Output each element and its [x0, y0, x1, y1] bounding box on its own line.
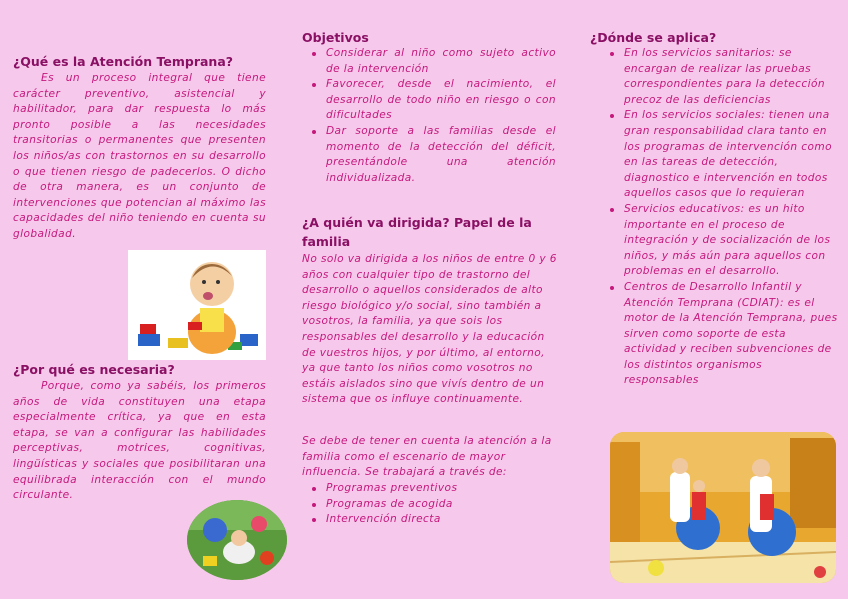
- section-title-a-quien: ¿A quién va dirigida? Papel de la familia: [302, 215, 532, 249]
- section-title-donde: ¿Dónde se aplica?: [590, 30, 717, 45]
- section-title-por-que: ¿Por qué es necesaria?: [13, 362, 175, 377]
- list-item: Favorecer, desde el nacimiento, el desarrollo de todo niño en riesgo o con dificultades: [302, 77, 556, 124]
- list-item: En los servicios sanitarios: se encargan de realizar las pruebas correspondientes para la detección precoz de las deficiencias: [600, 46, 840, 108]
- list-item: En los servicios sociales: tienen una gran responsabilidad clara tanto en los programas de intervención como en las tareas de detección, diagnostico e intervención en todos aquellos casos que lo requieran: [600, 108, 840, 202]
- list-item: Servicios educativos: es un hito importante en el proceso de integración y de socialización de los niños, y más aún para aquellos con problemas en el desarrollo.: [600, 202, 840, 280]
- familia-text: Se debe de tener en cuenta la atención a la familia como el escenario de mayor influencia. Se trabajará a través de:: [302, 435, 552, 479]
- por-que-text: Porque, como ya sabéis, los primeros años de vida constituyen una etapa especialmente crítica, ya que en esta etapa, se van a configurar las habilidades perceptivas, motrices, cognitivas, lingüísticas y sociales que posibilitaran una equilibrada interacción con el mundo circulante.: [13, 380, 266, 502]
- baby-photo: [128, 250, 266, 360]
- list-item: Dar soporte a las familias desde el momento de la detección del déficit, presentándole una atención individualizada.: [302, 124, 556, 186]
- list-item: Considerar al niño como sujeto activo de la intervención: [302, 46, 556, 77]
- list-item: Programas de acogida: [302, 497, 556, 513]
- que-es-text: Es un proceso integral que tiene carácter preventivo, asistencial y habilitador, para dar respuesta lo más pronto posible a las necesidades transitorias o permanentes que presenten los niños/as con trastornos en su desarrollo o que tienen riesgo de padecerlos. O dicho de otra manera, es un conjunto de intervenciones que potencian al máximo las capacidades del niño teniendo en cuenta su globalidad.: [13, 72, 266, 240]
- list-item: Intervención directa: [302, 512, 556, 528]
- baby-play-photo: [187, 500, 287, 580]
- list-item: Programas preventivos: [302, 481, 556, 497]
- list-item: Centros de Desarrollo Infantil y Atención Temprana (CDIAT): es el motor de la Atención Temprana, pues sirven como soporte de esta actividad y reciben subvenciones de los distintos organismos responsables: [600, 280, 840, 389]
- objetivos-list: [302, 46, 556, 186]
- a-quien-text: No solo va dirigida a los niños de entre 0 y 6 años con cualquier tipo de trastorno del desarrollo o aquellos considerados de alto riesgo biológico y/o social, sino también a vosotros, la familia, ya que sois los responsables del desarrollo y la educación de vuestros hijos, y por último, al entorno, ya que tanto los niños como vosotros no estáis aislados sino que vivís dentro de un sistema que os influye continuamente.: [302, 253, 557, 406]
- section-title-que-es: ¿Qué es la Atención Temprana?: [13, 54, 234, 69]
- donde-list: [600, 46, 840, 389]
- section-title-objetivos: Objetivos: [302, 30, 369, 45]
- therapy-room-photo: [610, 432, 836, 583]
- programas-list: [302, 481, 556, 528]
